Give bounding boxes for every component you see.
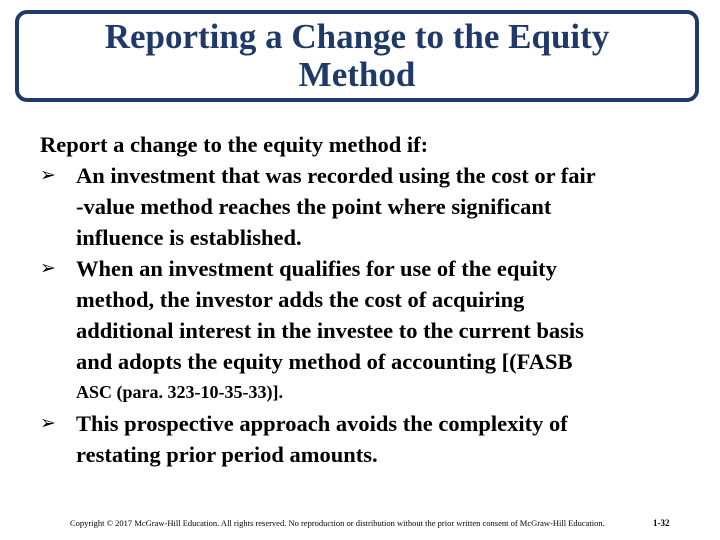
bullet-item-2	[40, 253, 712, 408]
page-number: 1-32	[653, 518, 670, 528]
bullet-item-3	[40, 408, 712, 470]
arrow-bullet-icon: ➢	[40, 257, 56, 279]
bullet-2-line-4: and adopts the equity method of accounting [(FASB	[76, 349, 573, 374]
bullet-3-line-2: restating prior period amounts.	[76, 442, 378, 467]
bullet-1-line-1: An investment that was recorded using the cost or fair	[76, 163, 596, 188]
bullet-1-line-3: influence is established.	[76, 225, 302, 250]
bullet-2-line-1: When an investment qualifies for use of the equity	[76, 256, 557, 281]
intro-text: Report a change to the equity method if:	[40, 132, 429, 157]
bullet-3-line-1: This prospective approach avoids the complexity of	[76, 411, 568, 436]
slide-title-line-2: Method	[298, 55, 416, 94]
bullet-text-2	[76, 253, 712, 408]
arrow-bullet-icon: ➢	[40, 164, 56, 186]
bullet-text-1	[76, 160, 712, 253]
slide-title-box	[15, 10, 699, 102]
bullet-text-3	[76, 408, 712, 470]
bullet-2-line-3: additional interest in the investee to the current basis	[76, 318, 584, 343]
arrow-bullet-icon: ➢	[40, 412, 56, 434]
copyright-notice: Copyright © 2017 McGraw-Hill Education. All rights reserved. No reproduction or distribution without the prior written consent of McGraw-Hill Education.	[70, 518, 605, 528]
slide-body	[40, 129, 712, 470]
slide-title-line-1: Reporting a Change to the Equity	[104, 17, 610, 56]
bullet-1-line-2: -value method reaches the point where significant	[76, 194, 552, 219]
bullet-2-citation: ASC (para. 323-10-35-33)].	[76, 382, 283, 402]
bullet-item-1	[40, 160, 712, 253]
bullet-2-line-2: method, the investor adds the cost of acquiring	[76, 287, 525, 312]
